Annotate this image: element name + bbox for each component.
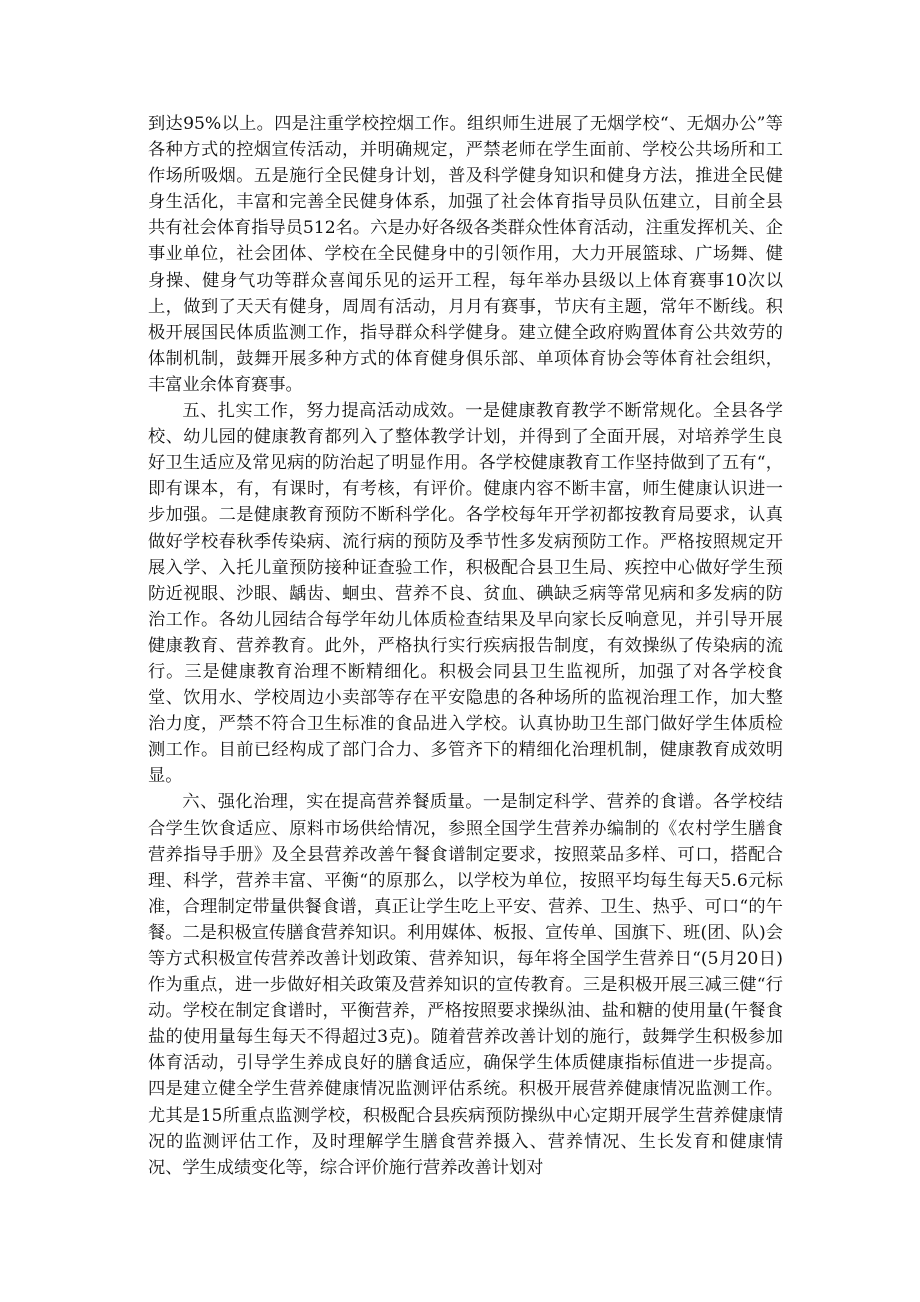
- paragraph-1: 到达95%以上。四是注重学校控烟工作。组织师生进展了无烟学校“、无烟办公”等各种方式的控烟宣传活动，并明确规定，严禁老师在学生面前、学校公共场所和工作场所吸烟。五是施行全民健身计划，普及科学健身知识和健身方法，推进全民健身生活化，丰富和完善全民健身体系，加强了社会体育指导员队伍建立，目前全县共有社会体育指导员512名。六是办好各级各类群众性体育活动，注重发挥机关、企事业单位，社会团体、学校在全民健身中的引领作用，大力开展篮球、广场舞、健身操、健身气功等群众喜闻乐见的运开工程，每年举办县级以上体育赛事10次以上，做到了天天有健身，周周有活动，月月有赛事，节庆有主题，常年不断线。积极开展国民体质监测工作，指导群众科学健身。建立健全政府购置体育公共效劳的体制机制，鼓舞开展多种方式的体育健身俱乐部、单项体育协会等体育社会组织，丰富业余体育赛事。: [148, 114, 783, 395]
- paragraph-3: 六、强化治理，实在提高营养餐质量。一是制定科学、营养的食谱。各学校结合学生饮食适应、原料市场供给情况，参照全国学生营养办编制的《农村学生膳食营养指导手册》及全县营养改善午餐食谱制定要求，按照菜品多样、可口，搭配合理、科学，营养丰富、平衡“的原那么，以学校为单位，按照平均每生每天5.6元标准，合理制定带量供餐食谱，真正让学生吃上平安、营养、卫生、热乎、可口“的午餐。二是积极宣传膳食营养知识。利用媒体、板报、宣传单、国旗下、班(团、队)会等方式积极宣传营养改善计划政策、营养知识，每年将全国学生营养日“(5月20日)作为重点，进一步做好相关政策及营养知识的宣传教育。三是积极开展三减三健“行动。学校在制定食谱时，平衡营养，严格按照要求操纵油、盐和糖的使用量(午餐食盐的使用量每生每天不得超过3克)。随着营养改善计划的施行，鼓舞学生积极参加体育活动，引导学生养成良好的膳食适应，确保学生体质健康指标值进一步提高。四是建立健全学生营养健康情况监测评估系统。积极开展营养健康情况监测工作。尤其是15所重点监测学校，积极配合县疾病预防操纵中心定期开展学生营养健康情况的监测评估工作，及时理解学生膳食营养摄入、营养情况、生长发育和健康情况、学生成绩变化等，综合评价施行营养改善计划对: [148, 792, 783, 1178]
- paragraph-2: 五、扎实工作，努力提高活动成效。一是健康教育教学不断常规化。全县各学校、幼儿园的健康教育都列入了整体教学计划，并得到了全面开展，对培养学生良好卫生适应及常见病的防治起了明显作用。各学校健康教育工作坚持做到了五有“，即有课本，有，有课时，有考核，有评价。健康内容不断丰富，师生健康认识进一步加强。二是健康教育预防不断科学化。各学校每年开学初都按教育局要求，认真做好学校春秋季传染病、流行病的预防及季节性多发病预防工作。严格按照规定开展入学、入托儿童预防接种证查验工作，积极配合县卫生局、疾控中心做好学生预防近视眼、沙眼、龋齿、蛔虫、营养不良、贫血、碘缺乏病等常见病和多发病的防治工作。各幼儿园结合每学年幼儿体质检查结果及早向家长反响意见，并引导开展健康教育、营养教育。此外，严格执行实行疾病报告制度，有效操纵了传染病的流行。三是健康教育治理不断精细化。积极会同县卫生监视所，加强了对各学校食堂、饮用水、学校周边小卖部等存在平安隐患的各种场所的监视治理工作，加大整治力度，严禁不符合卫生标准的食品进入学校。认真协助卫生部门做好学生体质检测工作。目前已经构成了部门合力、多管齐下的精细化治理机制，健康教育成效明显。: [148, 401, 783, 787]
- document-body: [148, 111, 783, 1181]
